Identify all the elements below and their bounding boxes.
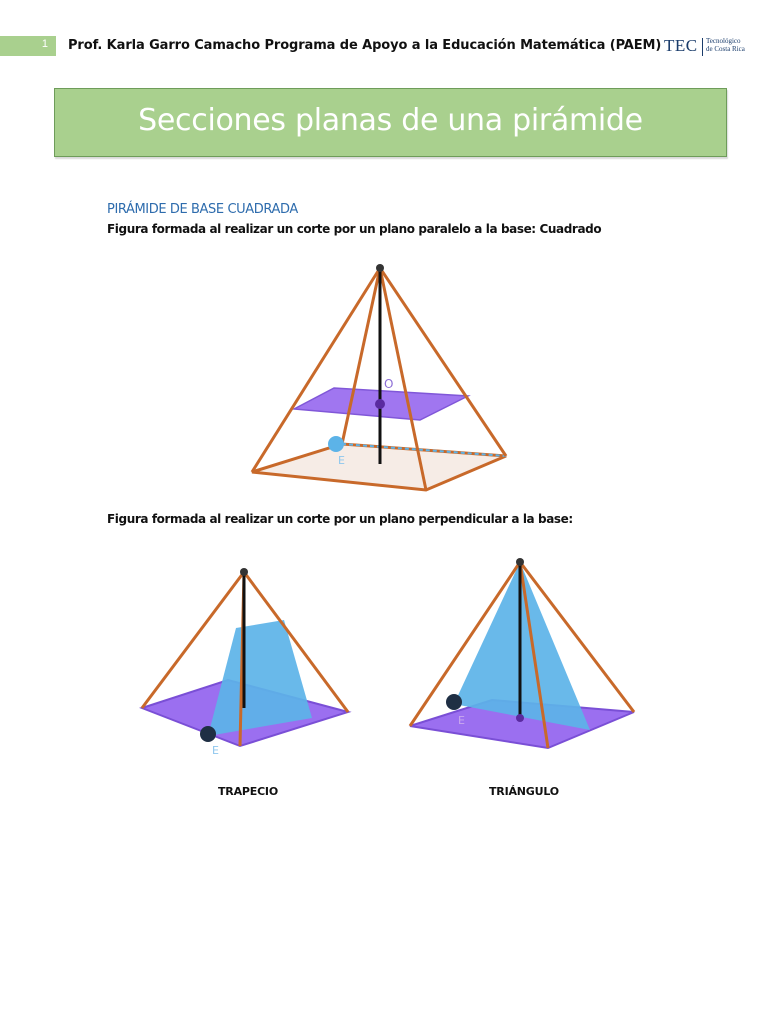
point-e-label: E [338,454,345,467]
pyramid-parallel-cut-figure [244,258,524,498]
pyramid-edge [342,268,380,444]
logo-mark: TEC [664,36,698,55]
page-number: 1 [0,36,56,56]
point-e-label: E [458,714,465,727]
triangle-section [454,562,590,730]
base-center-point [516,714,524,722]
caption-perpendicular: Figura formada al realizar un corte por un plano perpendicular a la base: [107,512,573,526]
pyramid-triangle-cut-figure [402,552,642,762]
pyramid-trapezoid-cut-figure [136,562,356,762]
header-text: Prof. Karla Garro Camacho Programa de Apoyo a la Educación Matemática (PAEM) [68,38,662,53]
trapezoid-label: TRAPECIO [218,785,278,798]
point-o-label: O [384,377,394,391]
logo-subtitle: Tecnológico de Costa Rica [706,37,745,53]
section-heading: PIRÁMIDE DE BASE CUADRADA [107,202,298,217]
tec-logo [664,36,754,58]
triangle-label: TRIÁNGULO [489,785,559,798]
apex-point [516,558,524,566]
point-e [200,726,216,742]
pyramid-edge [252,268,380,472]
caption-parallel: Figura formada al realizar un corte por un plano paralelo a la base: Cuadrado [107,222,602,236]
apex-point [376,264,384,272]
trapezoid-section [208,620,312,736]
point-e-label: E [212,744,219,757]
point-e [446,694,462,710]
apex-point [240,568,248,576]
title-banner [54,88,727,157]
section-center-point [375,399,385,409]
page-title: Secciones planas de una pirámide [138,103,643,138]
point-e [328,436,344,452]
logo-divider [702,38,703,56]
